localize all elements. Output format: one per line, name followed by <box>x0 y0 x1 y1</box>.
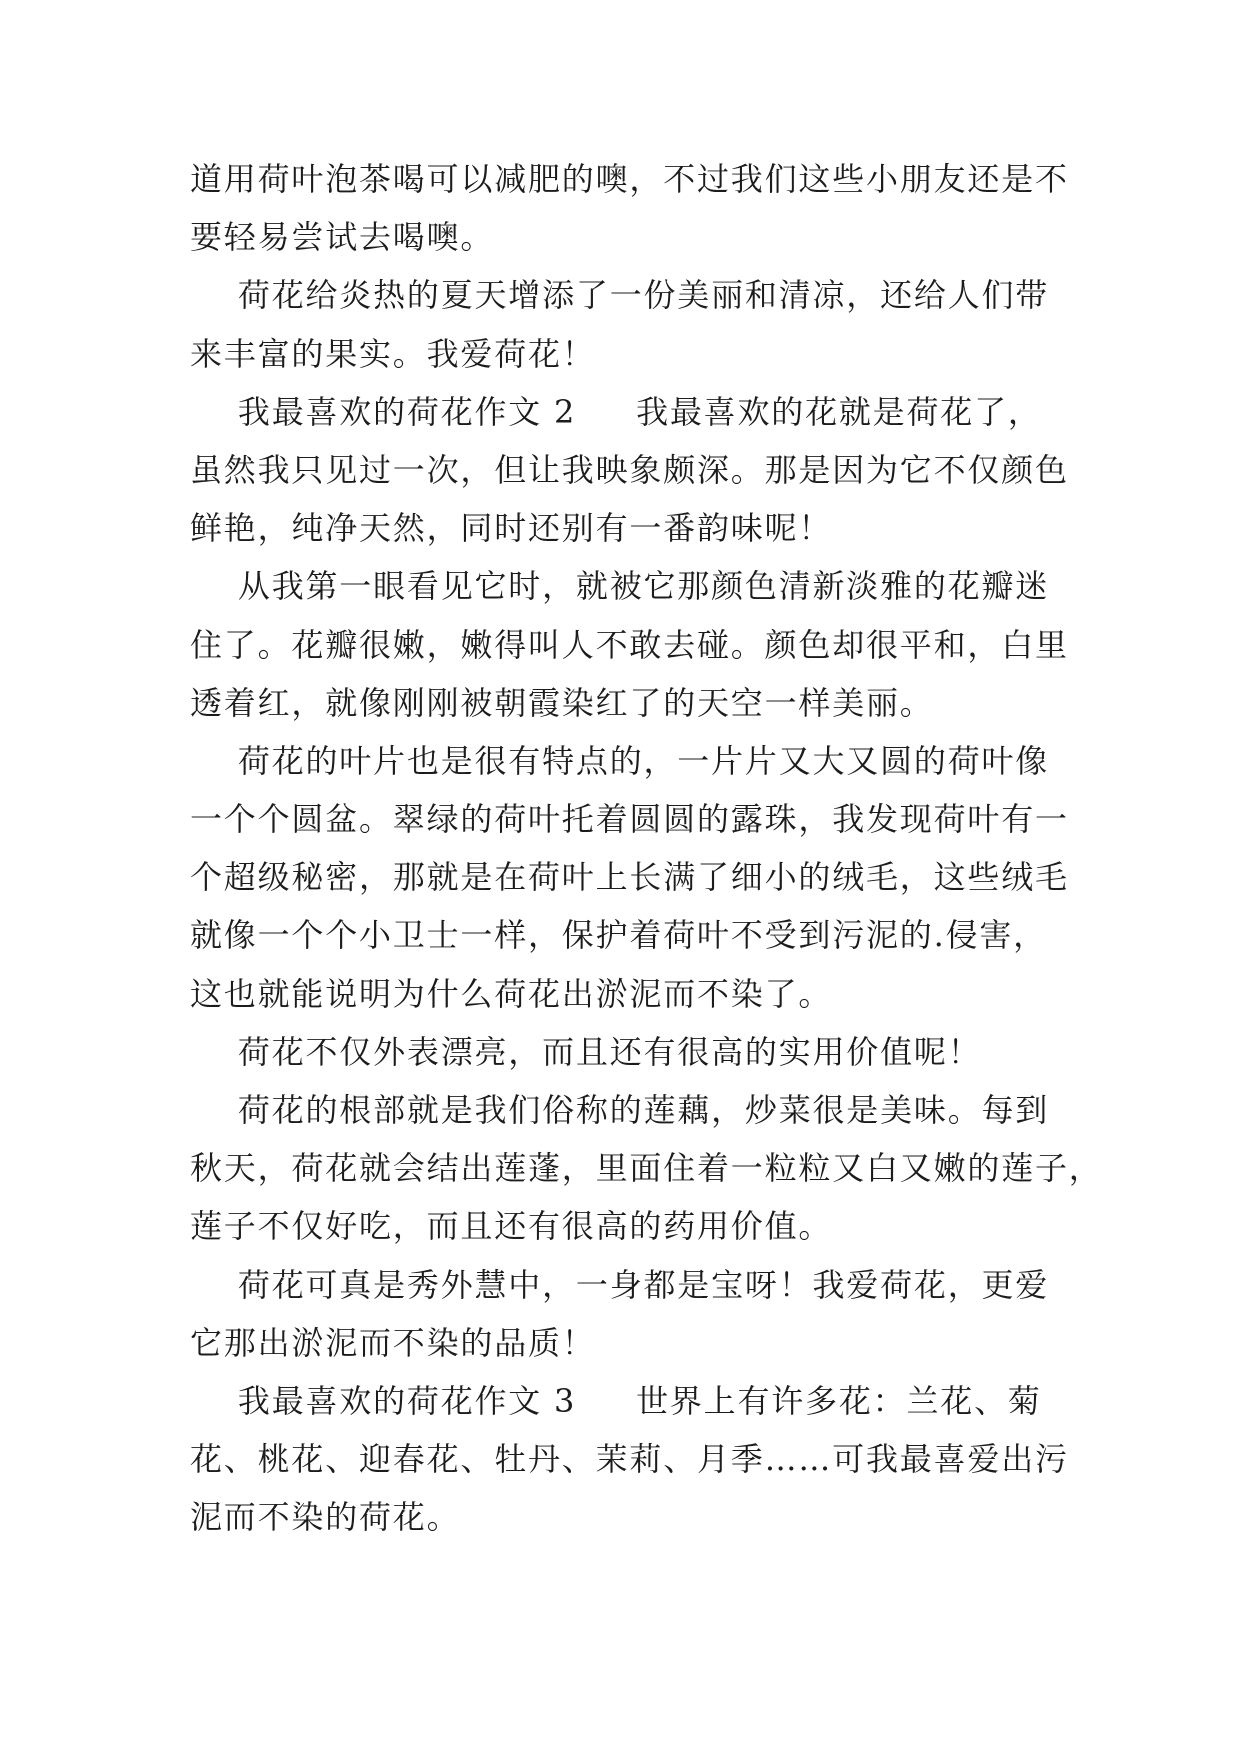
text-line: 住了。花瓣很嫩，嫩得叫人不敢去碰。颜色却很平和，白里 <box>190 625 1069 664</box>
text-line: 荷花给炎热的夏天增添了一份美丽和清凉，还给人们带 <box>190 276 1050 315</box>
text-line: 鲜艳，纯净天然，同时还别有一番韵味呢！ <box>190 509 833 548</box>
text-line: 个超级秘密，那就是在荷叶上长满了细小的绒毛，这些绒毛 <box>190 858 1069 897</box>
text-line: 透着红，就像刚刚被朝霞染红了的天空一样美丽。 <box>190 683 934 722</box>
text-line: 道用荷叶泡茶喝可以减肥的噢，不过我们这些小朋友还是不 <box>190 160 1069 198</box>
text-line: 从我第一眼看见它时，就被它那颜色清新淡雅的花瓣迷 <box>190 567 1050 606</box>
text-line: 荷花的根部就是我们俗称的莲藕，炒菜很是美味。每到 <box>190 1091 1050 1129</box>
text-line: 莲子不仅好吃，而且还有很高的药用价值。 <box>190 1207 833 1246</box>
essay-heading-line: 我最喜欢的荷花作文 3 世界上有许多花：兰花、菊 <box>190 1381 1042 1420</box>
text-line: 荷花不仅外表漂亮，而且还有很高的实用价值呢！ <box>190 1032 982 1071</box>
text-line: 这也就能说明为什么荷花出淤泥而不染了。 <box>190 974 833 1013</box>
text-line: 虽然我只见过一次，但让我映象颇深。那是因为它不仅颜色 <box>190 450 1069 489</box>
text-line: 荷花可真是秀外慧中，一身都是宝呀！我爱荷花，更爱 <box>190 1265 1050 1304</box>
text-line: 就像一个个小卫士一样，保护着荷叶不受到污泥的.侵害， <box>190 916 1047 955</box>
text-line: 它那出淤泥而不染的品质！ <box>190 1323 596 1362</box>
essay-body <box>190 150 1103 1547</box>
text-line: 来丰富的果实。我爱荷花！ <box>190 334 596 373</box>
text-line: 一个个圆盆。翠绿的荷叶托着圆圆的露珠，我发现荷叶有一 <box>190 800 1069 839</box>
text-line: 花、桃花、迎春花、牡丹、茉莉、月季……可我最喜爱出污 <box>190 1440 1069 1479</box>
essay-heading-line: 我最喜欢的荷花作文 2 我最喜欢的花就是荷花了， <box>190 392 1042 431</box>
text-line: 要轻易尝试去喝噢。 <box>190 218 495 257</box>
text-line: 秋天，荷花就会结出莲蓬，里面住着一粒粒又白又嫩的莲子， <box>190 1149 1103 1188</box>
text-line: 荷花的叶片也是很有特点的，一片片又大又圆的荷叶像 <box>190 741 1050 780</box>
text-line: 泥而不染的荷花。 <box>190 1498 461 1537</box>
